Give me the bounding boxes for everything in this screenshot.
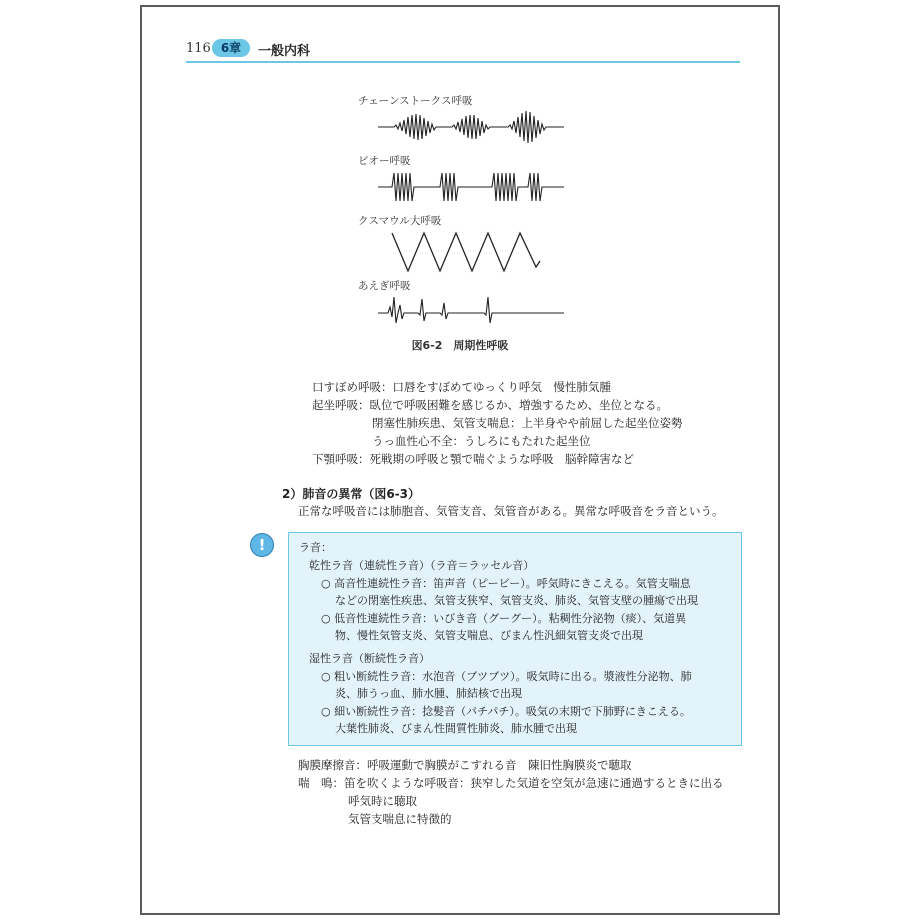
note-line: 湿性ラ音（断続性ラ音）	[309, 652, 430, 665]
body-line: うっ血性心不全：うしろにもたれた起坐位	[372, 434, 591, 448]
body-line: 起坐呼吸：臥位で呼吸困難を感じるか、増強するため、坐位となる。	[312, 398, 669, 412]
wave-label-cheyne-stokes: チェーンストークス呼吸	[358, 95, 473, 107]
section-intro: 正常な呼吸音には肺胞音、気管支音、気管音がある。異常な呼吸音をラ音という。	[298, 504, 724, 518]
footer-line: 呼気時に聴取	[348, 794, 417, 808]
note-box	[288, 532, 742, 746]
footer-line: 気管支喘息に特徴的	[348, 812, 452, 826]
page-header	[186, 37, 740, 63]
kussmaul-waveform	[388, 227, 548, 277]
note-line: ○ 粗い断続性ラ音：水泡音（ブツブツ）。吸気時に出る。漿液性分泌物、肺	[321, 670, 692, 683]
document-page	[140, 5, 780, 915]
page-number: 116	[186, 41, 211, 56]
chapter-title: 一般内科	[258, 44, 311, 59]
body-line: 口すぼめ呼吸：口唇をすぼめてゆっくり呼気 慢性肺気腫	[312, 380, 611, 394]
note-line: などの閉塞性疾患、気管支狭窄、気管支炎、肺炎、気管支壁の腫瘍で出現	[335, 594, 698, 607]
note-line: 大葉性肺炎、びまん性間質性肺炎、肺水腫で出現	[335, 722, 577, 735]
footer-line: 喘 鳴：笛を吹くような呼吸音：狭窄した気道を空気が急速に通過するときに出る	[298, 776, 724, 790]
cheyne-stokes-waveform	[378, 107, 568, 147]
body-line: 閉塞性肺疾患、気管支喘息：上半身やや前屈した起坐位姿勢	[372, 416, 683, 430]
wave-label-gasping: あえぎ呼吸	[358, 280, 411, 292]
note-line: 炎、肺うっ血、肺水腫、肺結核で出現	[335, 687, 522, 700]
note-line: ○ 細い断続性ラ音：捻髪音（パチパチ）。吸気の末期で下肺野にきこえる。	[321, 705, 691, 718]
note-line: 乾性ラ音（連続性ラ音）（ラ音＝ラッセル音）	[309, 559, 535, 572]
figure-caption: 図6-2 周期性呼吸	[411, 339, 509, 352]
footer-line: 胸膜摩擦音：呼吸運動で胸膜がこすれる音 陳旧性胸膜炎で聴取	[298, 758, 632, 772]
wave-label-biot: ビオー呼吸	[358, 155, 411, 167]
alert-icon: !	[250, 533, 274, 557]
note-line: ○ 高音性連続性ラ音：笛声音（ピービー）。呼気時にきこえる。気管支喘息	[321, 577, 691, 590]
wave-label-kussmaul: クスマウル大呼吸	[358, 215, 442, 227]
chapter-badge: 6章	[212, 39, 250, 57]
note-heading: ラ音：	[299, 541, 332, 554]
note-line: 物、慢性気管支炎、気管支喘息、びまん性汎細気管支炎で出現	[335, 629, 643, 642]
gasping-waveform	[378, 291, 568, 331]
body-line: 下顎呼吸：死戦期の呼吸と顎で喘ぐような呼吸 脳幹障害など	[312, 452, 634, 466]
note-line: ○ 低音性連続性ラ音：いびき音（グーグー）。粘稠性分泌物（痰）、気道異	[321, 612, 687, 625]
biot-waveform	[378, 167, 568, 207]
section-heading: 2）肺音の異常（図6-3）	[282, 487, 421, 501]
